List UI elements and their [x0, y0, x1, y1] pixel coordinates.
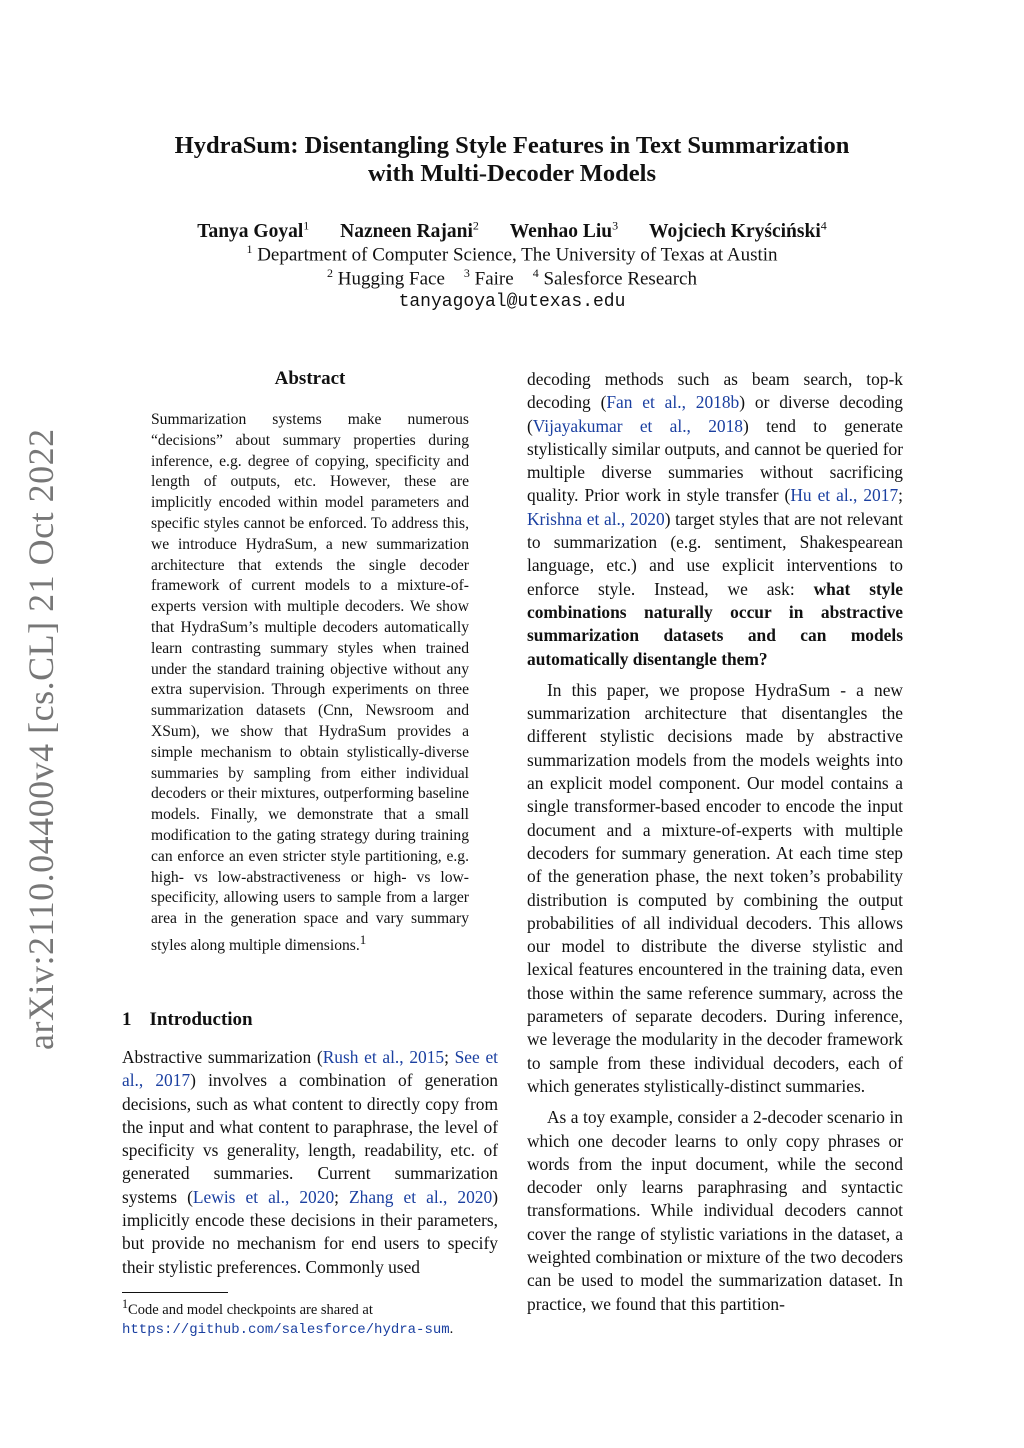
paper-title: [110, 132, 914, 188]
author: Wenhao Liu$^3$: [509, 218, 619, 242]
paragraph: In this paper, we propose HydraSum - a new summarization architecture that disentangles the different stylistic decisions made by abstractive summarization models from the models weights into an explicit model component. Our model contains a single transformer-based encoder to encode the input document and a mixture-of-experts with multiple decoders for summary generation. At each time step of the generation phase, the next token’s probability distribution is computed by combining the output probabilities of all individual decoders. This allows our model to distribute the diverse stylistic and lexical features encountered in the training data, even those within the same reference summary, across the parameters of separate decoders. During inference, we leverage the modularity in the decoder framework to sample from these individual decoders, each of which generates stylistically-distinct summaries.: [527, 679, 903, 1096]
citation-link[interactable]: Rush et al., 2015: [322, 1047, 445, 1067]
arxiv-identifier: arXiv:2110.04400v4 [cs.CL] 21 Oct 2022: [21, 428, 61, 1050]
paragraph: As a toy example, consider a 2-decoder scenario in which one decoder learns to only copy phrases or words from the input document, while the second decoder only learns paraphrasing and syntactic transformations. While individual decoders cannot cover the range of stylistic variations in the dataset, a weighted combination or mixture of the two decoders can be used to model the summarization dataset. In practice, we found that this partition-: [527, 1107, 903, 1314]
author: Tanya Goyal$^1$: [197, 218, 310, 242]
citation-link[interactable]: See et al., 2017: [122, 1047, 498, 1091]
title-line-2: with Multi-Decoder Models: [367, 160, 657, 187]
citation-link[interactable]: Fan et al., 2018b: [606, 392, 740, 413]
citation-link[interactable]: Vijayakumar et al., 2018: [532, 415, 743, 436]
section-heading-introduction: 1 Introduction: [122, 1009, 253, 1030]
title-line-1: HydraSum: Disentangling Style Features in Text Summarization: [174, 132, 850, 159]
footnote-divider: [122, 1292, 228, 1293]
paragraph: decoding methods such as beam search, top-k decoding (Fan et al., 2018b) or diverse decoding (Vijayakumar et al., 2018) tend to generate stylistically similar outputs, and cannot be queried for multiple diverse summaries without sacrificing quality. Prior work in style transfer (Hu et al., 2017; Krishna et al., 2020) target styles that are not relevant to summarization (e.g. sentiment, Shakespearean language, etc.) and use explicit interventions to enforce style. Instead, we ask: what style combinations naturally occur in abstractive summarization datasets and can models automatically disentangle them?: [527, 369, 903, 669]
affiliation-line-2: $^2$ Hugging Face $^3$ Faire $^4$ Salesforce Research: [327, 266, 697, 290]
author: Nazneen Rajani$^2$: [340, 218, 479, 242]
citation-link[interactable]: Hu et al., 2017: [790, 485, 899, 506]
introduction-paragraph: Abstractive summarization (Rush et al., 2015; See et al., 2017) involves a combination of generation decisions, such as what content to directly copy from the input and what content to paraphrase, the level of specificity vs generality, length, readability, etc. of generated summaries. Current summarization systems (Lewis et al., 2020; Zhang et al., 2020) implicitly encode these decisions in their parameters, but provide no mechanism for end users to specify their stylistic preferences. Commonly used: [122, 1047, 499, 1277]
footnote: $^1$Code and model checkpoints are shared at https://github.com/salesforce/hydra-sum.: [122, 1297, 454, 1338]
author-list: [110, 218, 914, 243]
contact-email[interactable]: tanyagoyal@utexas.edu: [398, 292, 626, 312]
citation-link[interactable]: Lewis et al., 2020: [192, 1186, 335, 1207]
abstract-text: Summarization systems make numerous “decisions” about summary properties during inference, e.g. degree of copying, specificity and length of outputs, etc. However, these are implicitly encoded within model parameters and specific styles cannot be enforced. To address this, we introduce HydraSum, a new summarization architecture that extends the single decoder framework of current models to a mixture-of-experts version with multiple decoders. We show that HydraSum’s multiple decoders automatically learn contrasting summary styles when trained under the standard training objective without any extra supervision. Through experiments on three summarization datasets (Cnn, Newsroom and XSum), we show that HydraSum provides a simple mechanism to obtain stylistically-diverse summaries by sampling from either individual decoders or their mixtures, outperforming baseline models. Finally, we demonstrate that a small modification to the gating strategy during training can enforce an even stricter style partitioning, e.g. high- vs low-abstractiveness or high- vs low-specificity, allowing users to sample from a larger area in the generation space and vary summary styles along multiple dimensions.$^1$: [151, 411, 469, 955]
abstract-heading: Abstract: [274, 368, 346, 389]
citation-link[interactable]: Krishna et al., 2020: [527, 508, 665, 529]
right-column: [527, 368, 903, 1316]
citation-link[interactable]: Zhang et al., 2020: [349, 1186, 493, 1207]
affiliation-line-1: $^1$ Department of Computer Science, The University of Texas at Austin: [246, 242, 778, 266]
code-url-link[interactable]: https://github.com/salesforce/hydra-sum: [122, 1321, 450, 1338]
author: Wojciech Kryściński$^4$: [649, 218, 827, 242]
